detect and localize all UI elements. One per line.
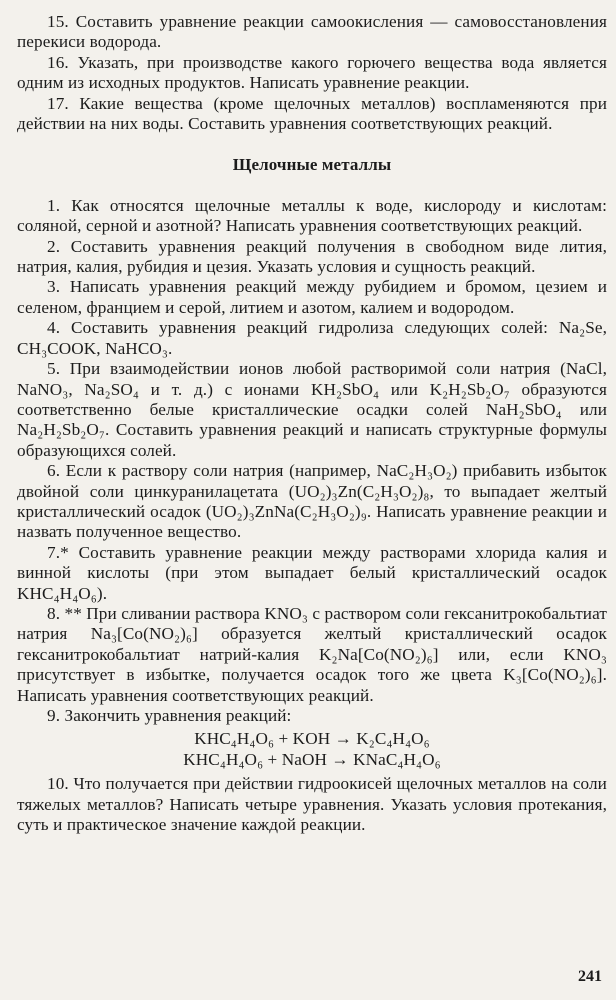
question-3: 3. Написать уравнения реакций между рубидием и бромом, цезием и селеном, францием и серой, литием и азотом, калием и водородом.: [17, 277, 607, 317]
question-9: 9. Закончить уравнения реакций:: [47, 706, 292, 725]
question-2: 2. Составить уравнения реакций получения в свободном виде лития, натрия, калия, рубидия и цезия. Указать условия и сущность реакций.: [17, 236, 607, 277]
equations-block: [17, 729, 607, 770]
page-number: 241: [578, 968, 602, 985]
question-6: 6. Если к раствору соли натрия (например, NaC₂H₃O₂) прибавить избыток двойной соли цинкуранилацетата (UO₂)₃Zn(C₂H₃O₂)₈, то выпадает желтый кристаллический осадок (UO₂)₃ZnNa(C₂H₃O₂)₉. Написать уравнение реакции и назвать полученное вещество.: [17, 461, 607, 542]
exercise-17: 17. Какие вещества (кроме щелочных металлов) воспламеняются при действии на них воды. Составить уравнения соответствующих реакций.: [17, 93, 607, 134]
question-8: 8. ** При сливании раствора KNO₃ с раствором соли гексанитрокобальтиат натрия Na₃[Co(NO₂)₆] образуется желтый кристаллический осадок гексанитрокобальтиат натрий-калия K₂Na[Co(NO₂)₆] или, если KNO₃ присутствует в избытке, получается осадок того же цвета K₃[Co(NO₂)₆]. Написать уравнения соответствующих реакций.: [17, 603, 607, 705]
question-7: 7.* Составить уравнение реакции между растворами хлорида калия и винной кислоты (при этом выпадает белый кристаллический осадок KHC₄H₄O₆).: [17, 542, 607, 603]
equation-1: KHC₄H₄O₆ + KOH → K₂C₄H₄O₆: [194, 729, 430, 749]
equation-2: KHC₄H₄O₆ + NaOH → KNaC₄H₄O₆: [183, 749, 441, 769]
exercise-16: 16. Указать, при производстве какого горючего вещества вода является одним из исходных продуктов. Написать уравнение реакции.: [17, 52, 607, 93]
exercise-15: 15. Составить уравнение реакции самоокисления — самовосстановления перекиси водорода.: [17, 12, 607, 52]
question-5: 5. При взаимодействии ионов любой растворимой соли натрия (NaCl, NaNO₃, Na₂SO₄ и т. д.) с ионами KH₂SbO₄ или K₂H₂Sb₂O₇ образуются соответственно белые кристаллические осадки солей NaH₂SbO₄ или Na₂H₂Sb₂O₇. Составить уравнения реакций и написать структурные формулы образующихся солей.: [17, 359, 607, 460]
question-4: 4. Составить уравнения реакций гидролиза следующих солей: Na₂Se, CH₃COOK, NaHCO₃.: [17, 318, 607, 358]
question-1: 1. Как относятся щелочные металлы к воде, кислороду и кислотам: соляной, серной и азотной? Написать уравнения соответствующих реакций.: [17, 195, 607, 236]
question-10: 10. Что получается при действии гидроокисей щелочных металлов на соли тяжелых металлов? Написать четыре уравнения. Указать условия протекания, суть и практическое значение каждой реакции.: [17, 774, 607, 835]
page-body: [17, 12, 607, 835]
section-title: Щелочные металлы: [232, 155, 392, 175]
